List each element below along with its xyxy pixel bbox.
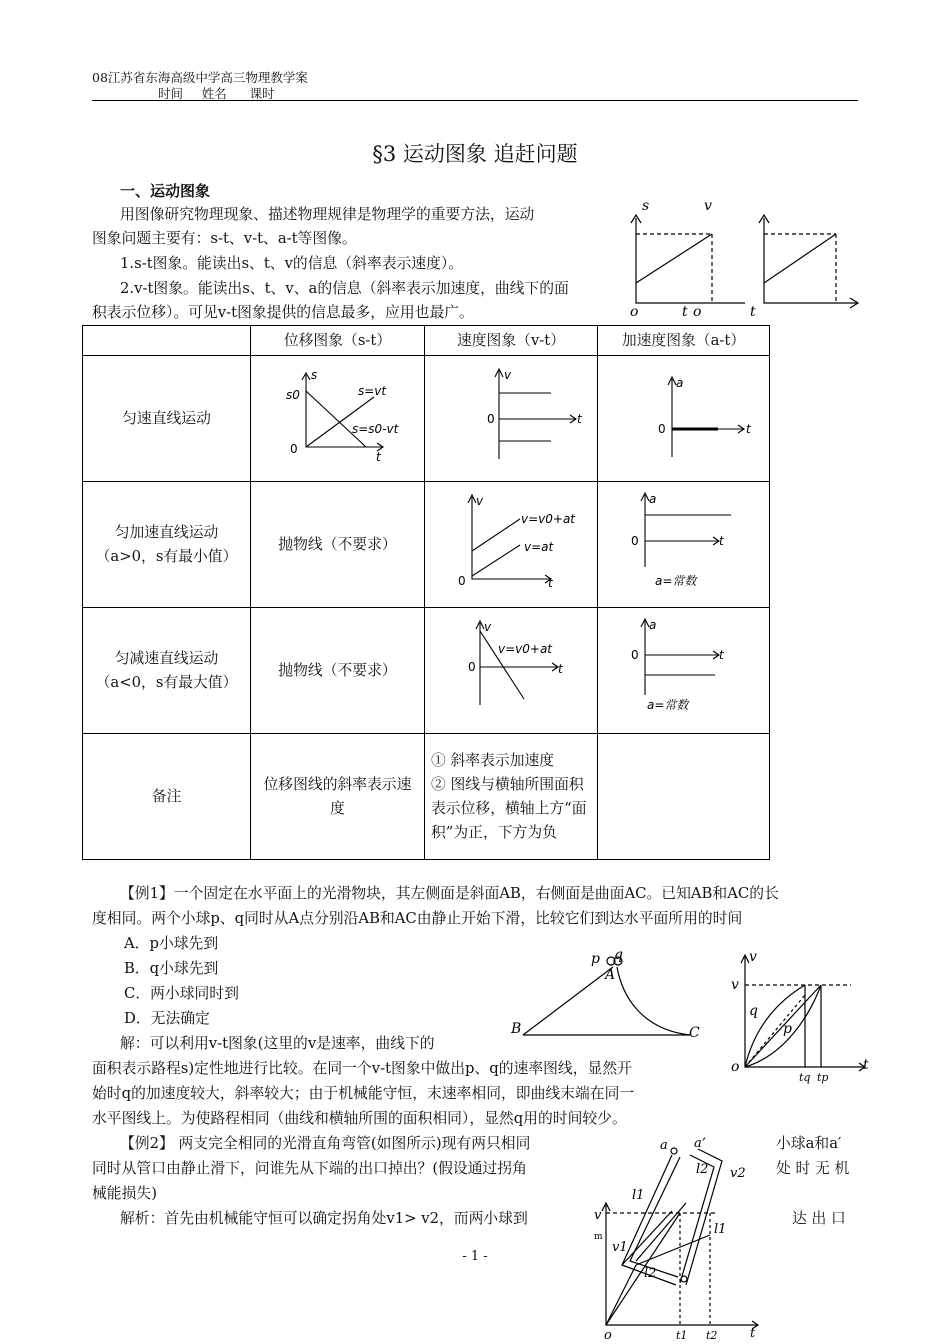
svg-text:B: B (511, 1021, 522, 1037)
svg-text:q: q (614, 947, 623, 963)
svg-text:C: C (689, 1025, 700, 1041)
svg-text:v2: v2 (730, 1166, 746, 1181)
top-graphs (620, 190, 860, 320)
motion-graph-table (82, 325, 770, 860)
header-fields: 时间___姓名___ 课时_____ (158, 86, 306, 101)
svg-text:s: s (310, 367, 317, 382)
ex1-sol1: 解：可以利用v-t图象(这里的v是速率，曲线下的 (120, 1035, 435, 1052)
row-accel-st: 抛物线（不要求） (251, 482, 425, 608)
page-number: - 1 - (462, 1249, 488, 1264)
row-notes-vt: ① 斜率表示加速度 ② 图线与横轴所围面积表示位移，横轴上方“面积”为正，下方为负 (425, 734, 598, 860)
row-accel-at (598, 482, 770, 608)
svg-text:a’: a’ (694, 1136, 706, 1151)
row-decel-at (598, 608, 770, 734)
para-3a: 2.v-t图象。能读出s、t、v、a的信息（斜率表示加速度，曲线下的面 (120, 280, 569, 297)
row-accel-vt (425, 482, 598, 608)
svg-text:o: o (604, 1328, 612, 1343)
svg-text:0: 0 (657, 421, 666, 436)
svg-text:t: t (750, 1326, 756, 1341)
ex1-sol4: 水平图线上。为使路程相同（曲线和横轴所围的面积相同），显然q用的时间较少。 (92, 1110, 627, 1127)
svg-text:tp: tp (817, 1071, 829, 1084)
svg-text:t: t (558, 661, 563, 676)
row-decel-label: 匀减速直线运动 （a<0，s有最大值） (83, 608, 251, 734)
para-1b: 图象问题主要有：s-t、v-t、a-t等图像。 (92, 230, 357, 247)
svg-text:a: a (660, 1138, 668, 1153)
svg-text:t: t (863, 1057, 869, 1073)
at-uniform-graph (624, 365, 751, 465)
svg-text:t: t (577, 411, 582, 426)
svg-text:0: 0 (458, 573, 466, 588)
svg-text:0: 0 (630, 647, 639, 662)
svg-text:v: v (504, 367, 512, 382)
ex2-text4-right: 达 出 口 (792, 1210, 846, 1227)
st-uniform-graph (278, 365, 398, 465)
row-notes-label: 备注 (83, 734, 251, 860)
svg-text:t2: t2 (706, 1329, 718, 1342)
svg-text:l1: l1 (714, 1222, 727, 1237)
svg-text:o: o (731, 1059, 740, 1075)
top-s-label: s (642, 198, 650, 214)
svg-text:l1: l1 (632, 1188, 645, 1203)
top-o2-label: o (693, 304, 702, 320)
ex1-option-c: C．两小球同时到 (124, 985, 239, 1002)
header-school: 08江苏省东海高级中学高三物理教学案 (92, 70, 308, 85)
svg-text:v: v (731, 977, 739, 993)
row-notes-at (598, 734, 770, 860)
para-1a: 用图像研究物理现象、描述物理规律是物理学的重要方法，运动 (120, 206, 535, 223)
top-t2-label: t (750, 304, 756, 320)
ex1-option-a: A．p小球先到 (124, 935, 219, 952)
svg-text:0: 0 (289, 441, 298, 456)
top-t1-label: t (682, 304, 688, 320)
svg-text:t: t (548, 575, 553, 590)
ex1-option-d: D．无法确定 (124, 1010, 210, 1027)
svg-text:0: 0 (630, 533, 639, 548)
svg-text:v=v0+at: v=v0+at (521, 511, 576, 526)
ex1-text1: 【例1】一个固定在水平面上的光滑物块，其左侧面是斜面AB，右侧面是曲面AC。已知AB和AC的长 (120, 885, 779, 902)
svg-text:v=v0+at: v=v0+at (498, 641, 553, 656)
row-uniform-vt (425, 356, 598, 482)
svg-text:a: a (648, 617, 656, 632)
ex1-sol2: 面积表示路程s)定性地进行比较。在同一个v-t图象中做出p、q的速率图线，显然开 (92, 1060, 632, 1077)
svg-text:t: t (745, 421, 751, 436)
ex1-text2: 度相同。两个小球p、q同时从A点分别沿AB和AC由静止开始下滑，比较它们到达水平面所用的时间 (92, 910, 743, 927)
para-2: 1.s-t图象。能读出s、t、v的信息（斜率表示速度）。 (120, 255, 464, 272)
svg-text:t: t (718, 533, 724, 548)
svg-text:l2: l2 (696, 1162, 709, 1177)
ex2-text1: 【例2】 两支完全相同的光滑直角弯管(如图所示)现有两只相同 (120, 1135, 531, 1152)
ex2-text4: 解析：首先由机械能守恒可以确定拐角处v1> v2，而两小球到 (120, 1210, 528, 1227)
header-rule (92, 100, 858, 101)
svg-text:l2: l2 (644, 1266, 657, 1281)
vt-accel-graph (436, 491, 586, 591)
ex1-vt-graph (725, 945, 875, 1085)
svg-text:p: p (783, 1021, 792, 1037)
table-header-vt: 速度图象（v-t） (425, 326, 598, 356)
row-uniform-at (598, 356, 770, 482)
svg-text:tq: tq (799, 1071, 811, 1084)
row-accel-label: 匀加速直线运动 （a>0，s有最小值） (83, 482, 251, 608)
ex2-tube-figure (590, 1135, 770, 1343)
svg-text:a=常数: a=常数 (646, 697, 688, 712)
svg-text:0: 0 (468, 659, 476, 674)
at-accel-graph (619, 491, 749, 591)
para-3b: 积表示位移）。可见v-t图象提供的信息最多，应用也最广。 (92, 304, 474, 321)
svg-text:s=s0-vt: s=s0-vt (351, 421, 398, 436)
ex2-text1-right: 小球a和a′ (776, 1135, 842, 1152)
row-decel-vt (425, 608, 598, 734)
svg-text:t: t (718, 647, 724, 662)
svg-text:t1: t1 (676, 1329, 688, 1342)
row-decel-st: 抛物线（不要求） (251, 608, 425, 734)
ex1-block-figure (505, 945, 715, 1045)
row-notes-st: 位移图线的斜率表示速度 (251, 734, 425, 860)
row-uniform-st (251, 356, 425, 482)
svg-text:s0: s0 (285, 387, 300, 402)
vt-uniform-graph (451, 365, 582, 465)
svg-text:v: v (484, 619, 492, 634)
svg-text:v1: v1 (612, 1240, 628, 1255)
ex1-sol3: 始时q的加速度较大，斜率较大；由于机械能守恒，末速率相同，即曲线末端在同一 (92, 1085, 635, 1102)
row-uniform-label: 匀速直线运动 (83, 356, 251, 482)
svg-text:v: v (749, 949, 757, 965)
svg-text:t: t (375, 449, 381, 464)
svg-text:A: A (605, 967, 616, 983)
top-o1-label: o (630, 304, 639, 320)
svg-text:a: a (648, 491, 656, 506)
ex2-text3: 械能损失) (92, 1185, 157, 1202)
svg-text:0: 0 (487, 411, 495, 426)
svg-text:a: a (675, 375, 683, 390)
ex2-text2: 同时从管口由静止滑下，问谁先从下端的出口掉出？(假设通过拐角 (92, 1160, 527, 1177)
svg-text:m: m (594, 1232, 603, 1242)
svg-text:a=常数: a=常数 (654, 573, 696, 588)
svg-text:p: p (591, 951, 600, 967)
svg-text:s=vt: s=vt (357, 383, 386, 398)
ex2-text2-right: 处 时 无 机 (776, 1160, 850, 1177)
page-title: §3 运动图象 追赶问题 (372, 142, 578, 166)
table-header-st: 位移图象（s-t） (251, 326, 425, 356)
table-header-blank (83, 326, 251, 356)
table-header-at: 加速度图象（a-t） (598, 326, 770, 356)
at-decel-graph (619, 617, 749, 717)
svg-text:v: v (594, 1208, 602, 1223)
section-heading: 一、运动图象 (120, 182, 211, 200)
svg-text:v: v (476, 493, 484, 508)
svg-text:v=at: v=at (524, 539, 554, 554)
svg-text:q: q (749, 1003, 758, 1019)
vt-decel-graph (436, 617, 586, 717)
top-v-label: v (704, 198, 712, 214)
ex1-option-b: B．q小球先到 (124, 960, 219, 977)
